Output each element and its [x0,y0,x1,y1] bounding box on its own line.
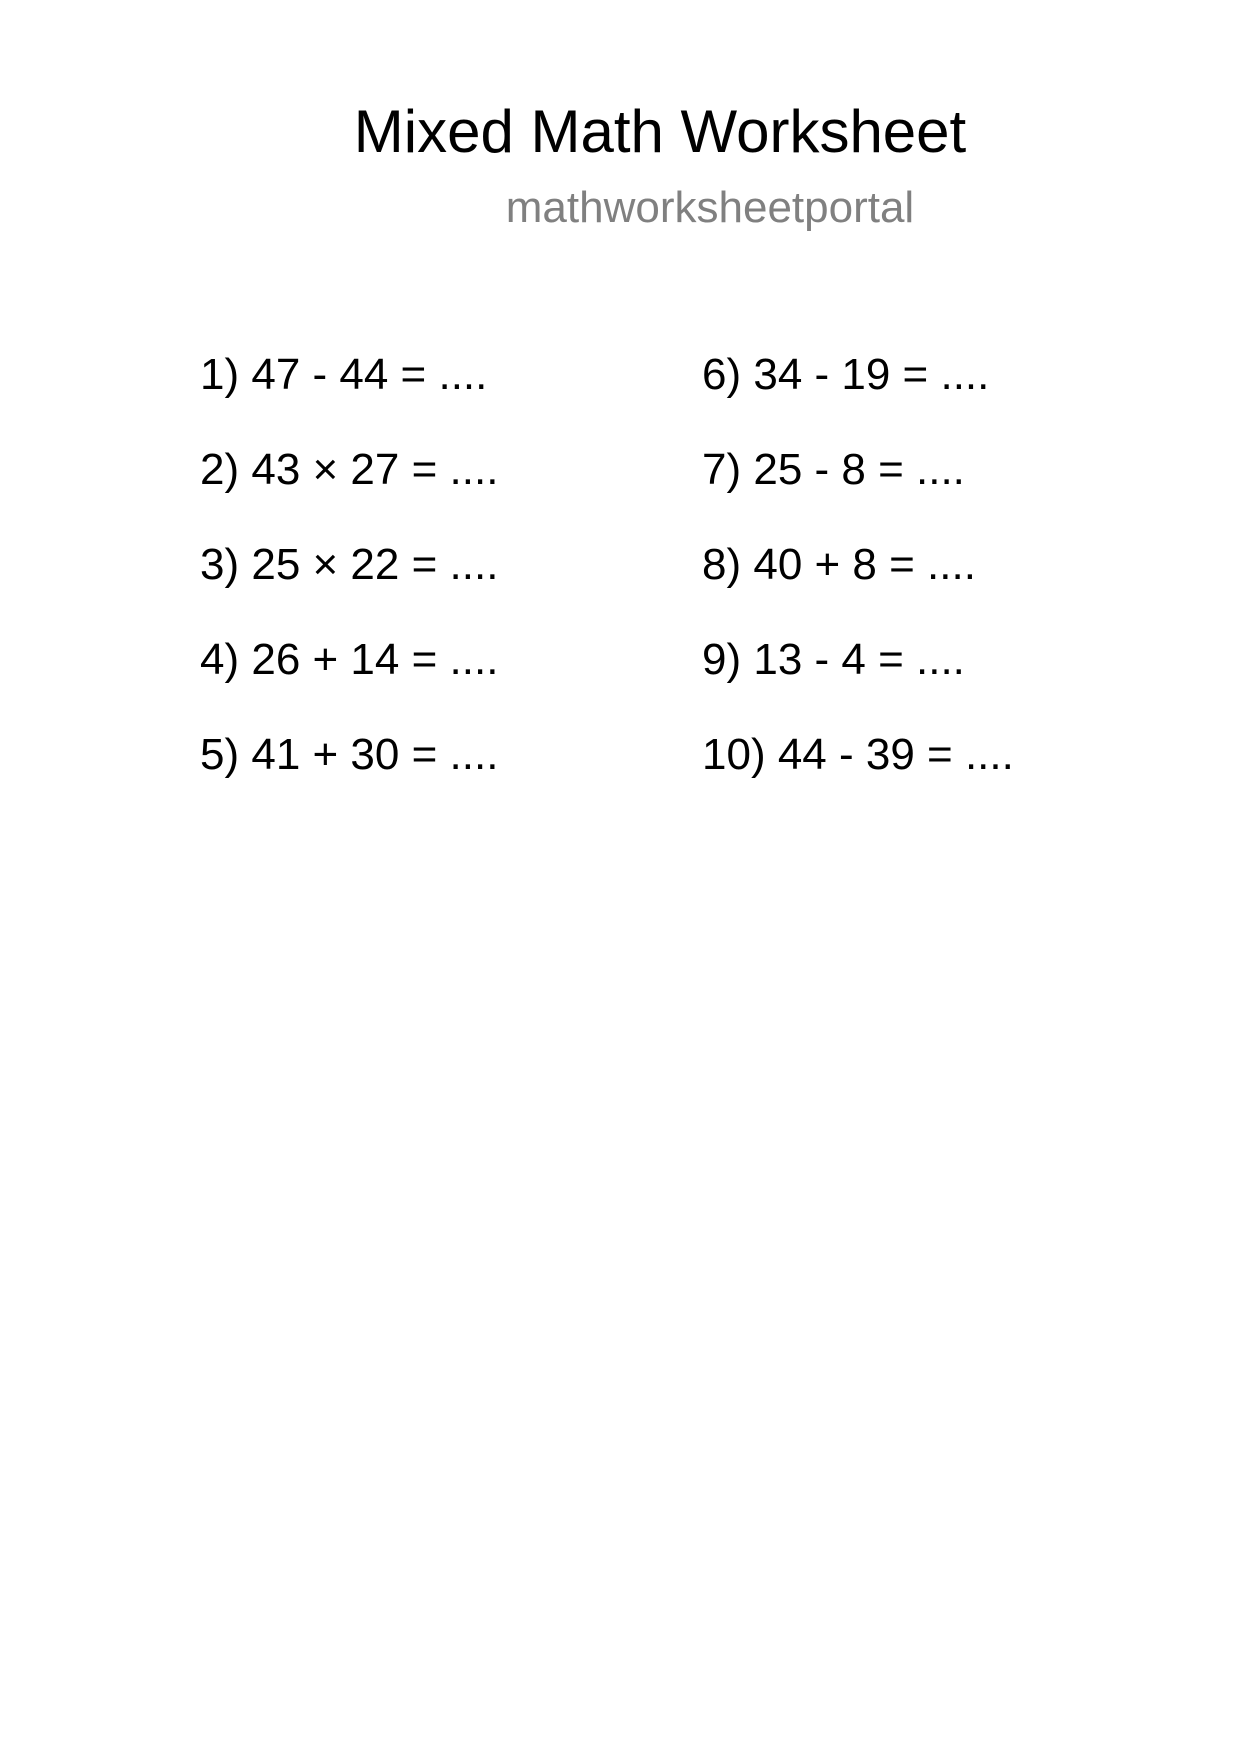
problem-6: 6) 34 - 19 = .... [702,350,990,399]
problem-10: 10) 44 - 39 = .... [702,730,1014,779]
problem-9: 9) 13 - 4 = .... [702,635,965,684]
problem-3: 3) 25 × 22 = .... [200,540,499,589]
problem-1: 1) 47 - 44 = .... [200,350,488,399]
problem-5: 5) 41 + 30 = .... [200,730,499,779]
problem-7: 7) 25 - 8 = .... [702,445,965,494]
worksheet-source: mathworksheetportal [505,183,915,232]
problem-4: 4) 26 + 14 = .... [200,635,499,684]
problem-8: 8) 40 + 8 = .... [702,540,976,589]
worksheet-title: Mixed Math Worksheet [353,98,967,165]
problem-2: 2) 43 × 27 = .... [200,445,499,494]
